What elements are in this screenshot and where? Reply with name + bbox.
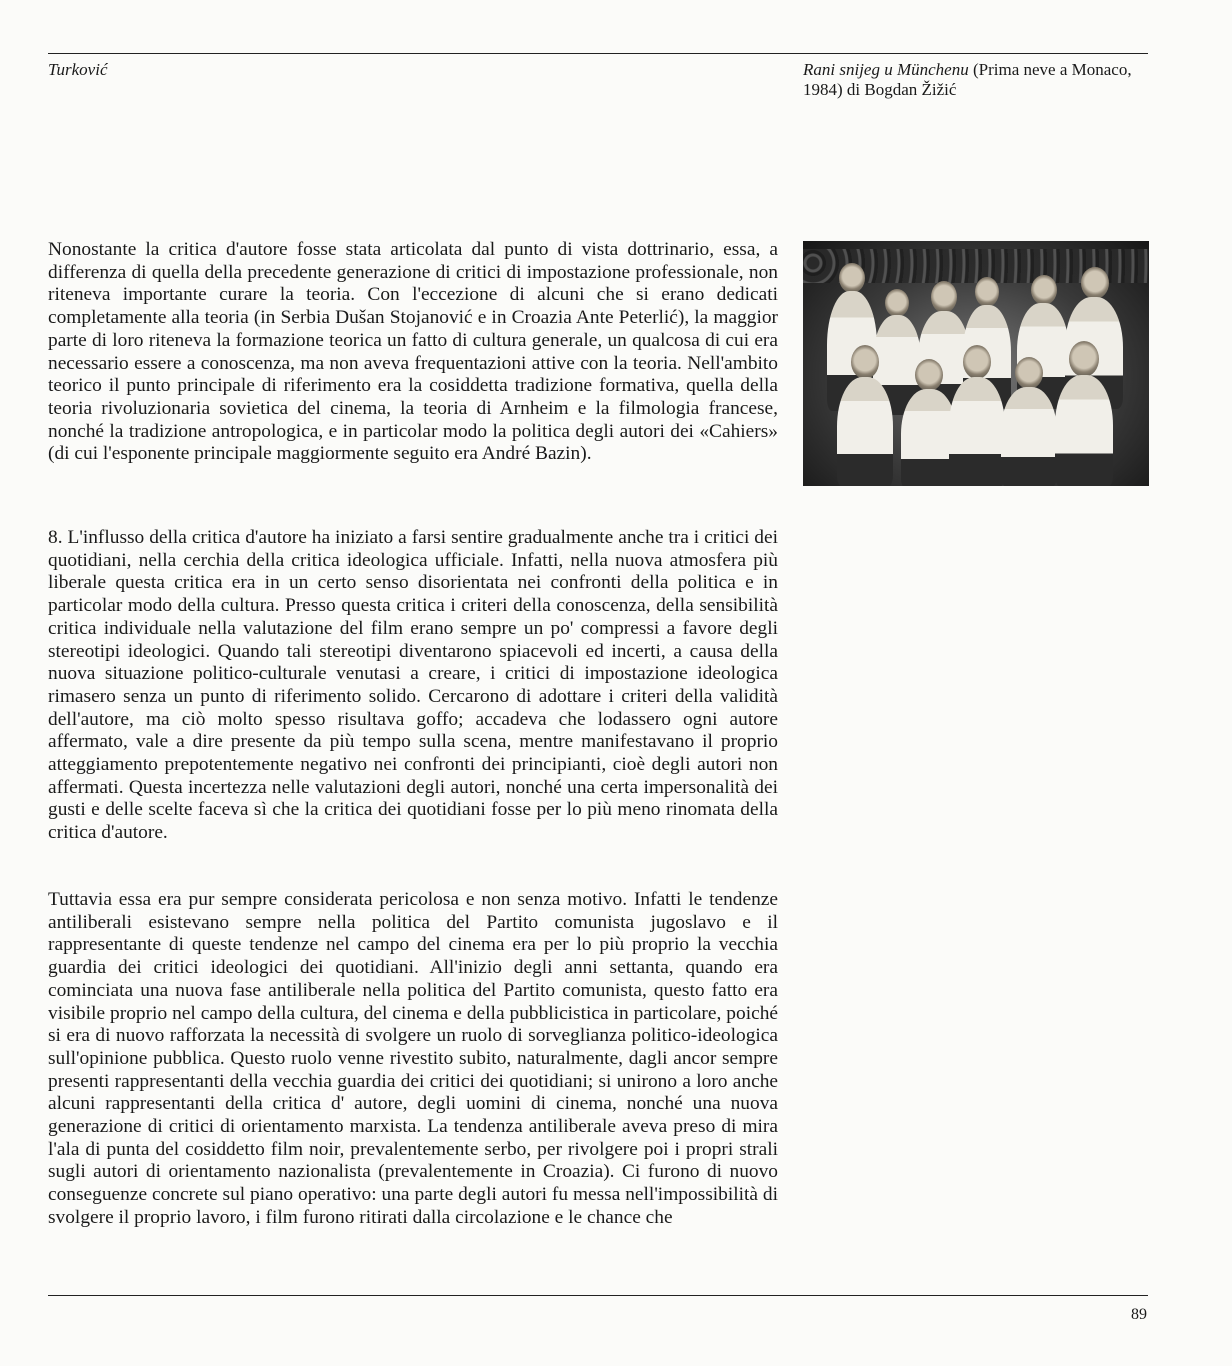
child-figure [1001, 387, 1057, 486]
running-header-author: Turković [48, 60, 108, 79]
body-paragraph: Nonostante la critica d'autore fosse stata articolata dal punto di vista dottrinario, essa, a differenza di quella della precedente generazione di critici di impostazione professionale, non riteneva importante curare la teoria. Con l'eccezione di alcuni che si erano dedicati completamente alla teoria (in Serbia Dušan Stojanović e in Croazia Ante Peterlić), la maggior parte di loro riteneva la formazione teorica un fatto di cultura generale, un qualcosa di cui era necessario essere a conoscenza, ma non aveva frequentazioni attive con la teoria. Nell'ambito teorico il punto principale di riferimento era la cosiddetta tradizione formativa, quella della teoria rivoluzionaria sovietica del cinema, la teoria di Arnheim e la filmologia francese, nonché la tradizione antropologica, e in particolar modo la politica degli autori dei «Cahiers» (di cui l'esponente principale maggiormente seguito era André Bazin). [48, 239, 778, 465]
child-head [931, 281, 957, 313]
child-head [975, 277, 999, 307]
child-figure [837, 377, 893, 486]
body-paragraph: Tuttavia essa era pur sempre considerata pericolosa e non senza motivo. Infatti le tendenze antiliberali esistevano sempre nella politica del Partito comunista jugoslavo e il rappresentante di queste tendenze nel campo del cinema era per lo più proprio la vecchia guardia dei critici ideologici dei quotidiani. All'inizio degli anni settanta, quando era cominciata una nuova fase antiliberale nella politica del Partito comunista, questo fatto era visibile proprio nel campo della cultura, del cinema e della pubblicistica in particolare, poiché si era di nuovo rafforzata la necessità di svolgere un ruolo di sorveglianza politico-ideologica sull'opinione pubblica. Questo ruolo venne rivestito subito, naturalmente, dagli ancor sempre presenti rappresentanti della vecchia guardia dei critici dei quotidiani; si unirono a loro anche alcuni rappresentanti della critica d' autore, degli uomini di cinema, nonché una nuova generazione di critici di orientamento marxista. La tendenza antiliberale aveva preso di mira l'ala di punta del cosiddetto film noir, prevalentemente serbo, per rivolgere poi i propri strali sugli autori di orientamento nazionalista (prevalentemente in Croazia). Ci furono di nuovo conseguenze concrete sul piano operativo: una parte degli autori fu messa nell'impossibilità di svolgere il proprio lavoro, i film furono ritirati dalla circolazione e le chance che [48, 889, 778, 1228]
child-head [963, 345, 991, 379]
child-figure [949, 377, 1005, 486]
caption-film-title: Rani snijeg u Münchenu [803, 60, 969, 79]
child-head [1081, 267, 1109, 299]
child-head [1031, 275, 1057, 305]
page-number: 89 [1131, 1306, 1147, 1323]
child-head [885, 289, 909, 317]
child-head [1069, 341, 1099, 377]
footer-rule [48, 1295, 1148, 1296]
photo-caption [803, 60, 1133, 100]
child-head [915, 359, 943, 391]
child-head [839, 263, 865, 293]
header-rule [48, 53, 1148, 54]
child-head [1015, 357, 1043, 389]
child-figure [1055, 375, 1113, 486]
choir-children-photo [803, 241, 1149, 486]
child-head [851, 345, 879, 379]
caption-details: (Prima neve a Monaco, 1984) di Bogdan Žižić [803, 60, 1132, 99]
body-paragraph-section-8: 8. L'influsso della critica d'autore ha iniziato a farsi sentire gradualmente anche tra i critici dei quotidiani, nella cerchia della critica ideologica ufficiale. Infatti, nella nuova atmosfera più liberale questa critica era in un certo senso disorientata nei confronti della politica e in particolar modo della cultura. Presso questa critica i criteri della conoscenza, della sensibilità critica individuale nella valutazione del film erano sempre un po' compressi a favore degli stereotipi ideologici. Quando tali stereotipi diventarono spiacevoli ed incerti, a causa della nuova situazione politico-culturale venutasi a creare, i critici di impostazione ideologica rimasero senza un punto di riferimento solido. Cercarono di adottare i criteri della validità dell'autore, ma ciò molto spesso risultava goffo; accadeva che lodassero ogni autore affermato, vale a dire presente da più tempo sulla scena, mentre manifestavano il proprio atteggiamento prepotentemente negativo nei confronti dei principianti, cioè degli autori non affermati. Questa incertezza nelle valutazioni degli autori, nonché una certa impersonalità dei gusti e delle scelte faceva sì che la critica dei quotidiani fosse per lo più meno rinomata della critica d'autore. [48, 527, 778, 844]
